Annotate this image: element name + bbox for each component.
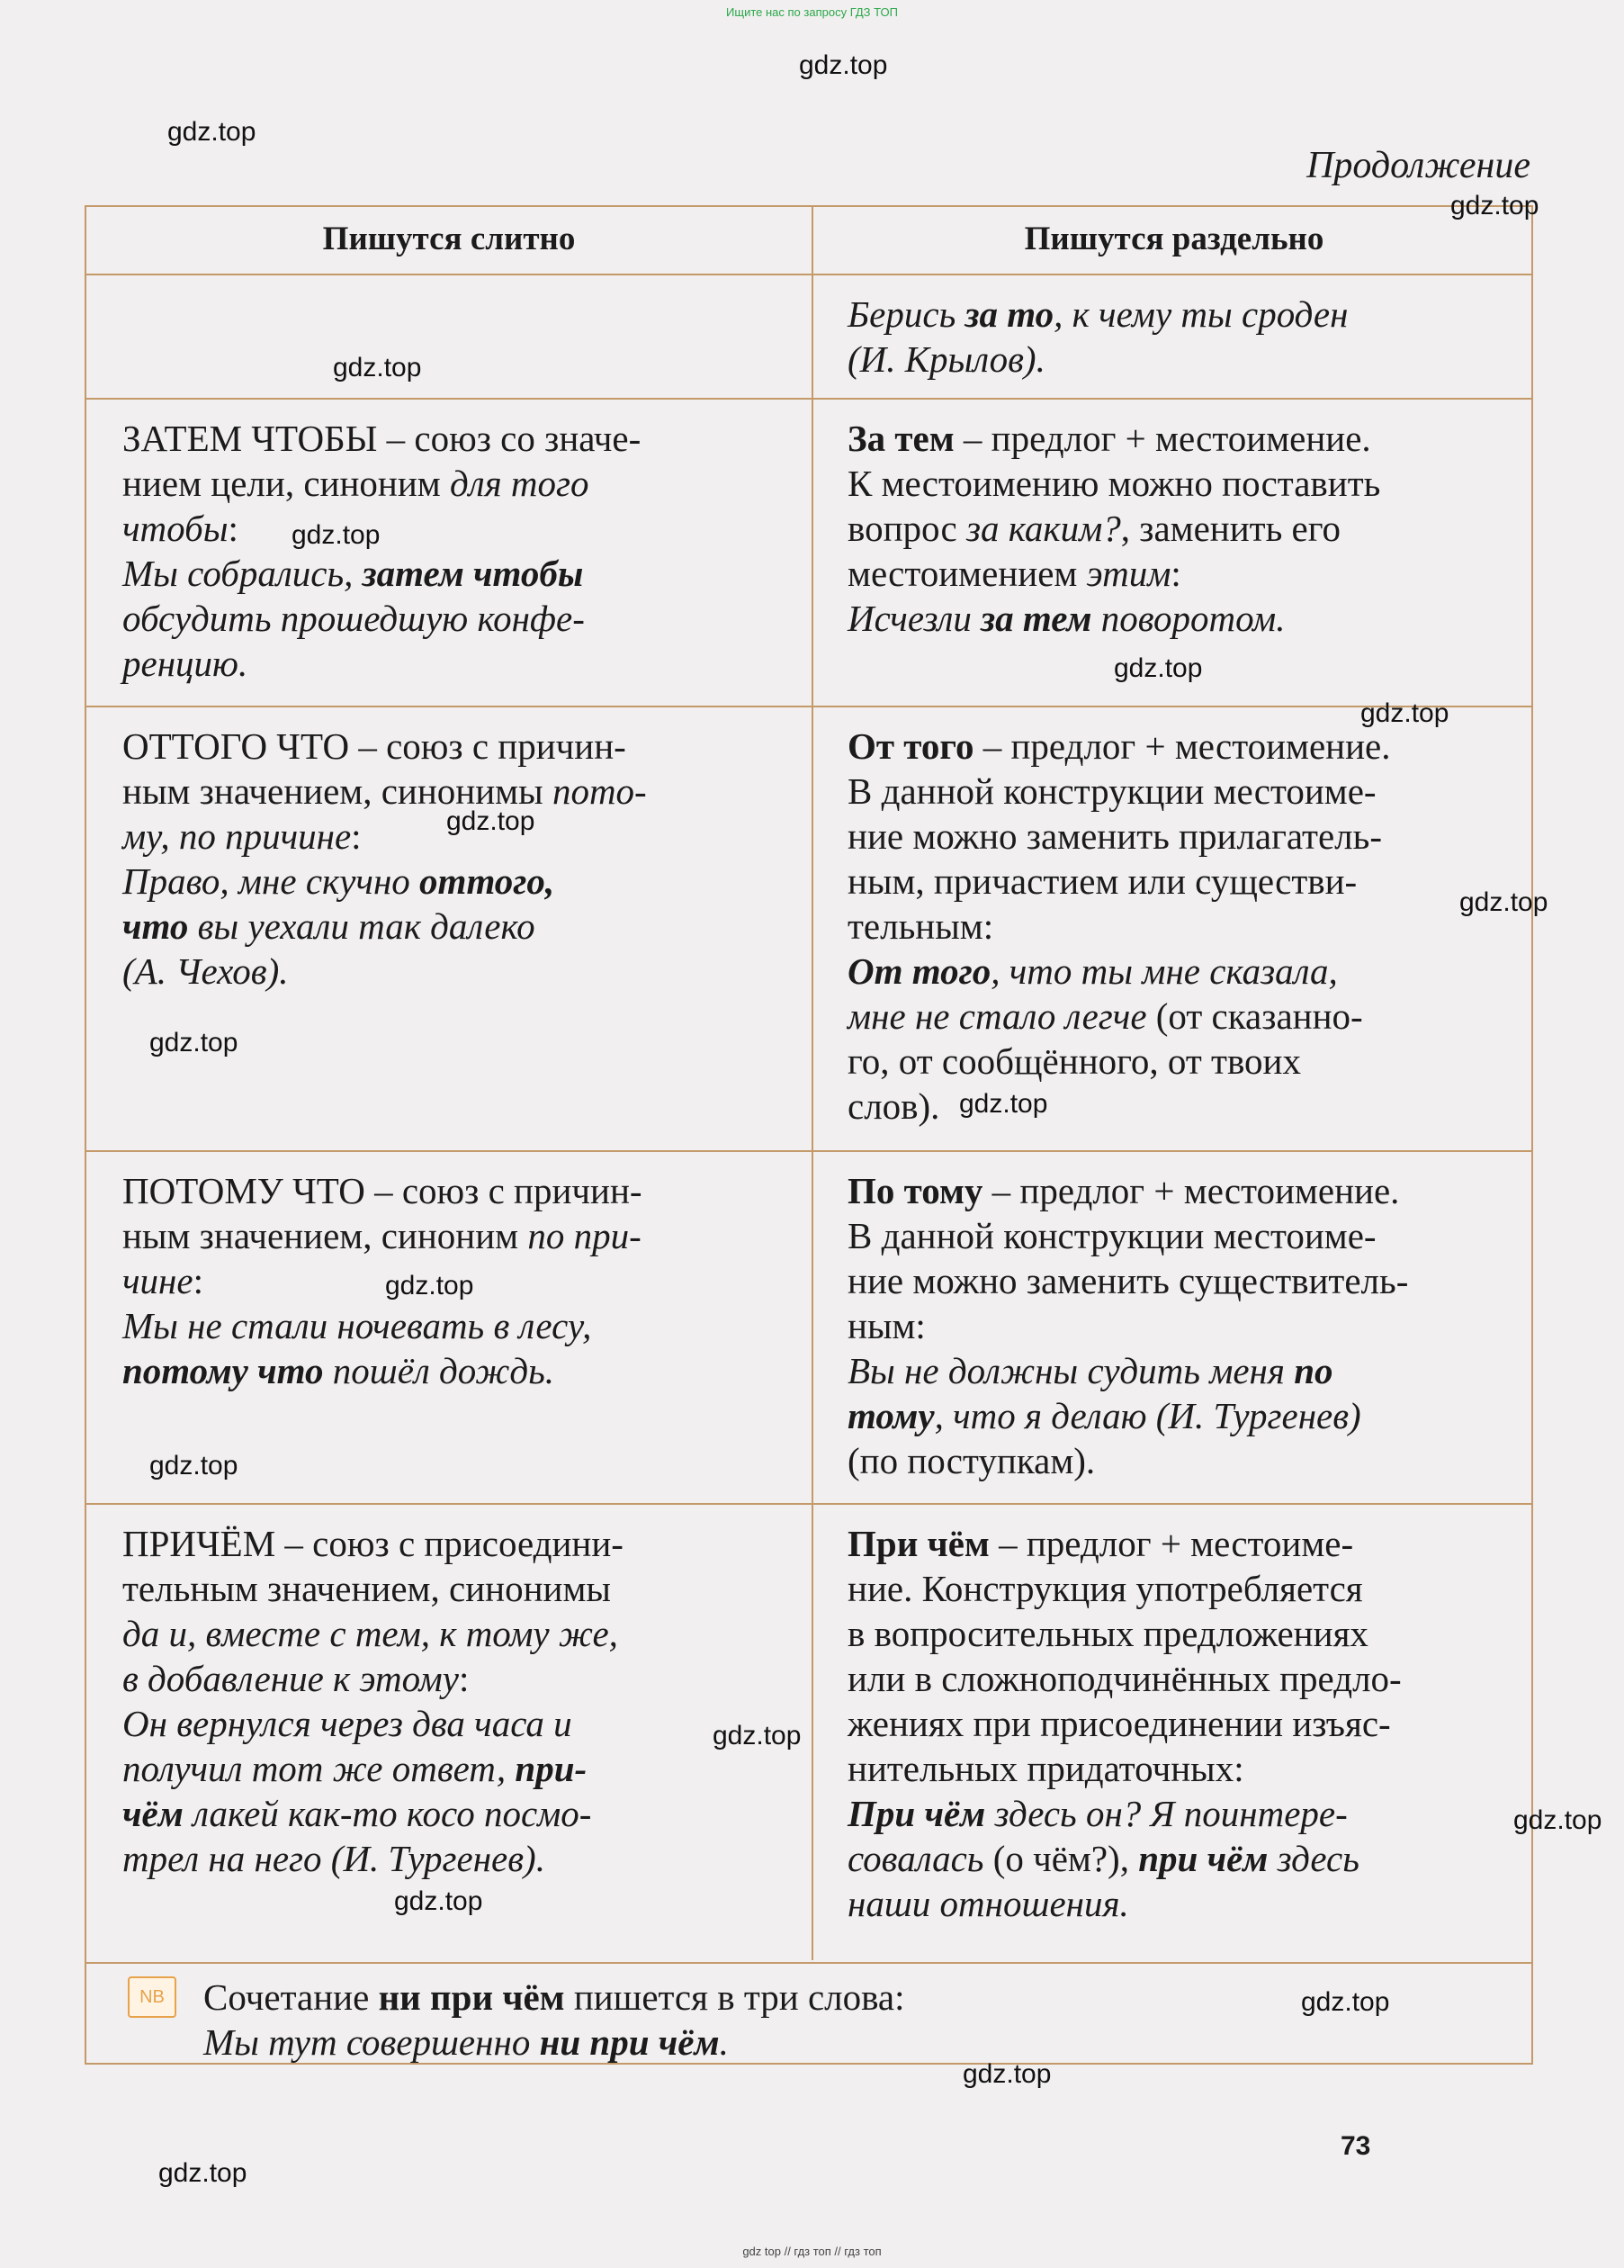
- text-line: [848, 859, 1513, 904]
- text-run: , что я делаю (И. Тургенев): [934, 1395, 1361, 1436]
- text-line: [848, 416, 1513, 461]
- watermark: gdz.top: [959, 1089, 1048, 1119]
- text-line: [848, 1258, 1513, 1303]
- text-run: ным значением, синонимы: [122, 770, 552, 812]
- cell-left: [122, 416, 788, 686]
- watermark: gdz.top: [963, 2059, 1052, 2089]
- watermark: gdz.top: [292, 520, 381, 550]
- text-line: [122, 1836, 788, 1881]
- text-run: пошёл дождь.: [323, 1350, 555, 1391]
- text-run: (А. Чехов).: [122, 950, 289, 992]
- text-line: [122, 506, 788, 551]
- text-run: чтобы: [122, 508, 229, 549]
- text-run: В данной конструкции местоиме-: [848, 770, 1377, 812]
- text-run: (по поступкам).: [848, 1440, 1096, 1481]
- text-run: вопрос: [848, 508, 966, 549]
- text-line: [848, 1303, 1513, 1348]
- text-run: ни при чём: [539, 2021, 720, 2063]
- page-number: 73: [1341, 2131, 1371, 2161]
- text-run: (И. Крылов).: [848, 338, 1045, 380]
- text-run: получил тот же ответ,: [122, 1748, 516, 1789]
- cell-left: [122, 1521, 788, 1881]
- text-line: [848, 1084, 1513, 1129]
- text-line: [203, 2020, 905, 2065]
- text-run: , заменить его: [1120, 508, 1341, 549]
- text-run: ЗАТЕМ ЧТОБЫ – союз со значе-: [122, 418, 642, 459]
- text-line: [848, 337, 1513, 382]
- text-line: [848, 1438, 1513, 1483]
- text-line: [848, 949, 1513, 994]
- text-line: [848, 1521, 1513, 1566]
- text-run: чём: [122, 1793, 184, 1834]
- text-line: [122, 641, 788, 686]
- text-run: затем чтобы: [362, 553, 584, 594]
- text-line: [848, 1039, 1513, 1084]
- text-run: Право, мне скучно: [122, 860, 420, 902]
- text-run: этим: [1086, 553, 1171, 594]
- cell-right: [848, 1521, 1513, 1926]
- text-line: [122, 1656, 788, 1701]
- nb-icon: NB: [128, 1976, 176, 2018]
- bottom-footer[interactable]: gdz top // гдз топ // гдз топ: [742, 2245, 882, 2258]
- text-run: Он вернулся через два часа и: [122, 1703, 572, 1744]
- nb-text: [203, 1975, 905, 2065]
- text-line: [203, 1975, 905, 2020]
- text-run: здесь: [1268, 1838, 1359, 1879]
- text-line: [122, 1303, 788, 1348]
- text-run: (от сказанно-: [1146, 995, 1363, 1037]
- text-line: [122, 551, 788, 596]
- text-line: [122, 1566, 788, 1611]
- text-line: [122, 1701, 788, 1746]
- text-run: местоимением: [848, 553, 1087, 594]
- text-run: тельным значением, синонимы: [122, 1568, 611, 1609]
- text-run: – предлог + местоиме-: [989, 1523, 1354, 1564]
- watermark: gdz.top: [1513, 1805, 1602, 1835]
- text-run: обсудить прошедшую конфе-: [122, 598, 585, 639]
- text-run: го, от сообщённого, от твоих: [848, 1040, 1301, 1082]
- text-run: лакей как-то косо посмо-: [183, 1793, 592, 1834]
- text-line: [848, 596, 1513, 641]
- table-row: [86, 398, 1531, 706]
- text-run: ни при чём: [378, 1976, 565, 2018]
- text-run: для того: [449, 463, 589, 504]
- text-run: .: [719, 2021, 729, 2063]
- text-line: [848, 904, 1513, 949]
- text-line: [122, 416, 788, 461]
- text-run: пишется в три слова:: [564, 1976, 905, 2018]
- text-line: [122, 461, 788, 506]
- watermark: gdz.top: [167, 117, 256, 147]
- text-line: [122, 724, 788, 769]
- watermark: gdz.top: [158, 2158, 247, 2188]
- text-line: [848, 1393, 1513, 1438]
- text-run: Мы тут совершенно: [203, 2021, 540, 2063]
- text-line: [848, 1746, 1513, 1791]
- text-line: [122, 859, 788, 904]
- text-line: [848, 1836, 1513, 1881]
- text-run: ным значением, синоним: [122, 1215, 528, 1256]
- watermark: gdz.top: [1301, 1987, 1390, 2017]
- text-line: [122, 1168, 788, 1213]
- cell-right: [848, 292, 1513, 382]
- text-line: [848, 1611, 1513, 1656]
- text-line: [122, 949, 788, 994]
- text-run: чине: [122, 1260, 193, 1301]
- text-line: [848, 1348, 1513, 1393]
- watermark: gdz.top: [1450, 191, 1539, 220]
- cell-right: [848, 416, 1513, 641]
- text-run: ПРИЧЁМ – союз с присоедини-: [122, 1523, 624, 1564]
- text-line: [122, 1521, 788, 1566]
- text-line: [122, 1791, 788, 1836]
- text-run: нием цели, синоним: [122, 463, 450, 504]
- text-run: здесь он? Я поинтере-: [985, 1793, 1348, 1834]
- text-run: – предлог + местоимение.: [982, 1170, 1400, 1211]
- text-run: пото-: [552, 770, 647, 812]
- text-run: ние можно заменить прилагатель-: [848, 815, 1382, 857]
- text-line: [848, 814, 1513, 859]
- text-run: :: [458, 1658, 470, 1699]
- text-line: [122, 1348, 788, 1393]
- text-run: От того: [848, 950, 991, 992]
- header-right: Пишутся раздельно: [1024, 220, 1324, 257]
- text-run: совалась: [848, 1838, 984, 1879]
- text-run: (о чём?),: [983, 1838, 1139, 1879]
- text-run: жениях при присоединении изъяс-: [848, 1703, 1391, 1744]
- text-line: [848, 506, 1513, 551]
- text-line: [122, 596, 788, 641]
- text-run: наши отношения.: [848, 1883, 1129, 1924]
- cell-right: [848, 1168, 1513, 1483]
- text-run: в вопросительных предложениях: [848, 1613, 1368, 1654]
- top-banner[interactable]: Ищите нас по запросу ГДЗ ТОП: [726, 5, 898, 19]
- cell-right: [848, 724, 1513, 1129]
- text-line: [848, 769, 1513, 814]
- text-run: по при-: [527, 1215, 642, 1256]
- text-run: поворотом.: [1091, 598, 1286, 639]
- text-run: При чём: [848, 1793, 986, 1834]
- text-run: тому: [848, 1395, 935, 1436]
- text-run: Берись: [848, 293, 965, 335]
- watermark: gdz.top: [713, 1721, 802, 1750]
- text-run: :: [351, 815, 362, 857]
- text-line: [122, 1746, 788, 1791]
- text-run: – предлог + местоимение.: [974, 725, 1391, 767]
- text-run: ным:: [848, 1305, 926, 1346]
- text-line: [122, 904, 788, 949]
- watermark: gdz.top: [394, 1886, 483, 1916]
- cell-left: [122, 724, 788, 994]
- text-run: трел на него (И. Тургенев).: [122, 1838, 545, 1879]
- text-run: ние можно заменить существитель-: [848, 1260, 1409, 1301]
- text-run: Мы собрались,: [122, 553, 363, 594]
- text-run: за каким?: [966, 508, 1121, 549]
- text-line: [122, 1611, 788, 1656]
- text-run: От того: [848, 725, 974, 767]
- text-run: ренцию.: [122, 643, 248, 684]
- text-run: слов).: [848, 1085, 940, 1127]
- table-row: [86, 1503, 1531, 1962]
- text-run: или в сложноподчинённых предло-: [848, 1658, 1402, 1699]
- text-run: ние. Конструкция употребляется: [848, 1568, 1363, 1609]
- text-run: мне не стало легче: [848, 995, 1147, 1037]
- text-line: [848, 724, 1513, 769]
- text-line: [848, 1656, 1513, 1701]
- text-run: по: [1294, 1350, 1333, 1391]
- table-header-row: [86, 207, 1531, 274]
- text-run: что: [122, 905, 189, 947]
- watermark: gdz.top: [446, 806, 535, 836]
- text-run: потому что: [122, 1350, 324, 1391]
- text-run: В данной конструкции местоиме-: [848, 1215, 1377, 1256]
- watermark: gdz.top: [1459, 887, 1548, 917]
- text-line: [848, 1881, 1513, 1926]
- text-run: , что ты мне сказала,: [991, 950, 1338, 992]
- watermark: gdz.top: [385, 1271, 474, 1300]
- text-run: в добавление к этому: [122, 1658, 459, 1699]
- text-run: К местоимению можно поставить: [848, 463, 1381, 504]
- watermark: gdz.top: [799, 50, 888, 80]
- text-run: при-: [515, 1748, 588, 1789]
- text-run: – предлог + местоимение.: [954, 418, 1371, 459]
- text-run: ным, причастием или существи-: [848, 860, 1358, 902]
- text-run: Сочетание: [203, 1976, 379, 2018]
- table-row: [86, 1150, 1531, 1503]
- text-run: тельным:: [848, 905, 994, 947]
- watermark: gdz.top: [149, 1028, 238, 1058]
- table-row: [86, 706, 1531, 1150]
- text-run: ОТТОГО ЧТО – союз с причин-: [122, 725, 626, 767]
- text-run: За тем: [848, 418, 955, 459]
- table-row: [86, 274, 1531, 398]
- text-run: за тем: [981, 598, 1092, 639]
- text-line: [848, 1213, 1513, 1258]
- text-line: [848, 1791, 1513, 1836]
- text-line: [848, 994, 1513, 1039]
- text-line: [848, 461, 1513, 506]
- text-line: [848, 292, 1513, 337]
- text-run: нительных придаточных:: [848, 1748, 1244, 1789]
- text-line: [848, 1168, 1513, 1213]
- rules-table: [85, 205, 1533, 2065]
- text-run: , к чему ты сроден: [1054, 293, 1349, 335]
- text-line: [848, 551, 1513, 596]
- text-run: вы уехали так далеко: [188, 905, 535, 947]
- text-run: за то: [965, 293, 1054, 335]
- text-run: По тому: [848, 1170, 983, 1211]
- text-run: :: [228, 508, 238, 549]
- text-line: [122, 1213, 788, 1258]
- header-left: Пишутся слитно: [322, 220, 576, 257]
- text-line: [848, 1566, 1513, 1611]
- text-run: Мы не стали ночевать в лесу,: [122, 1305, 592, 1346]
- text-run: Вы не должны судить меня: [848, 1350, 1295, 1391]
- text-run: :: [193, 1260, 204, 1301]
- watermark: gdz.top: [333, 353, 422, 382]
- text-line: [848, 1701, 1513, 1746]
- text-run: при чём: [1138, 1838, 1269, 1879]
- text-run: Исчезли: [848, 598, 982, 639]
- text-run: оттого,: [419, 860, 555, 902]
- text-run: :: [1171, 553, 1181, 594]
- page-heading: Продолжение: [1306, 145, 1530, 186]
- text-run: При чём: [848, 1523, 990, 1564]
- text-run: да и, вместе с тем, к тому же,: [122, 1613, 618, 1654]
- text-run: ПОТОМУ ЧТО – союз с причин-: [122, 1170, 642, 1211]
- watermark: gdz.top: [1114, 653, 1203, 683]
- watermark: gdz.top: [1360, 698, 1449, 728]
- watermark: gdz.top: [149, 1451, 238, 1480]
- text-run: му, по причине: [122, 815, 352, 857]
